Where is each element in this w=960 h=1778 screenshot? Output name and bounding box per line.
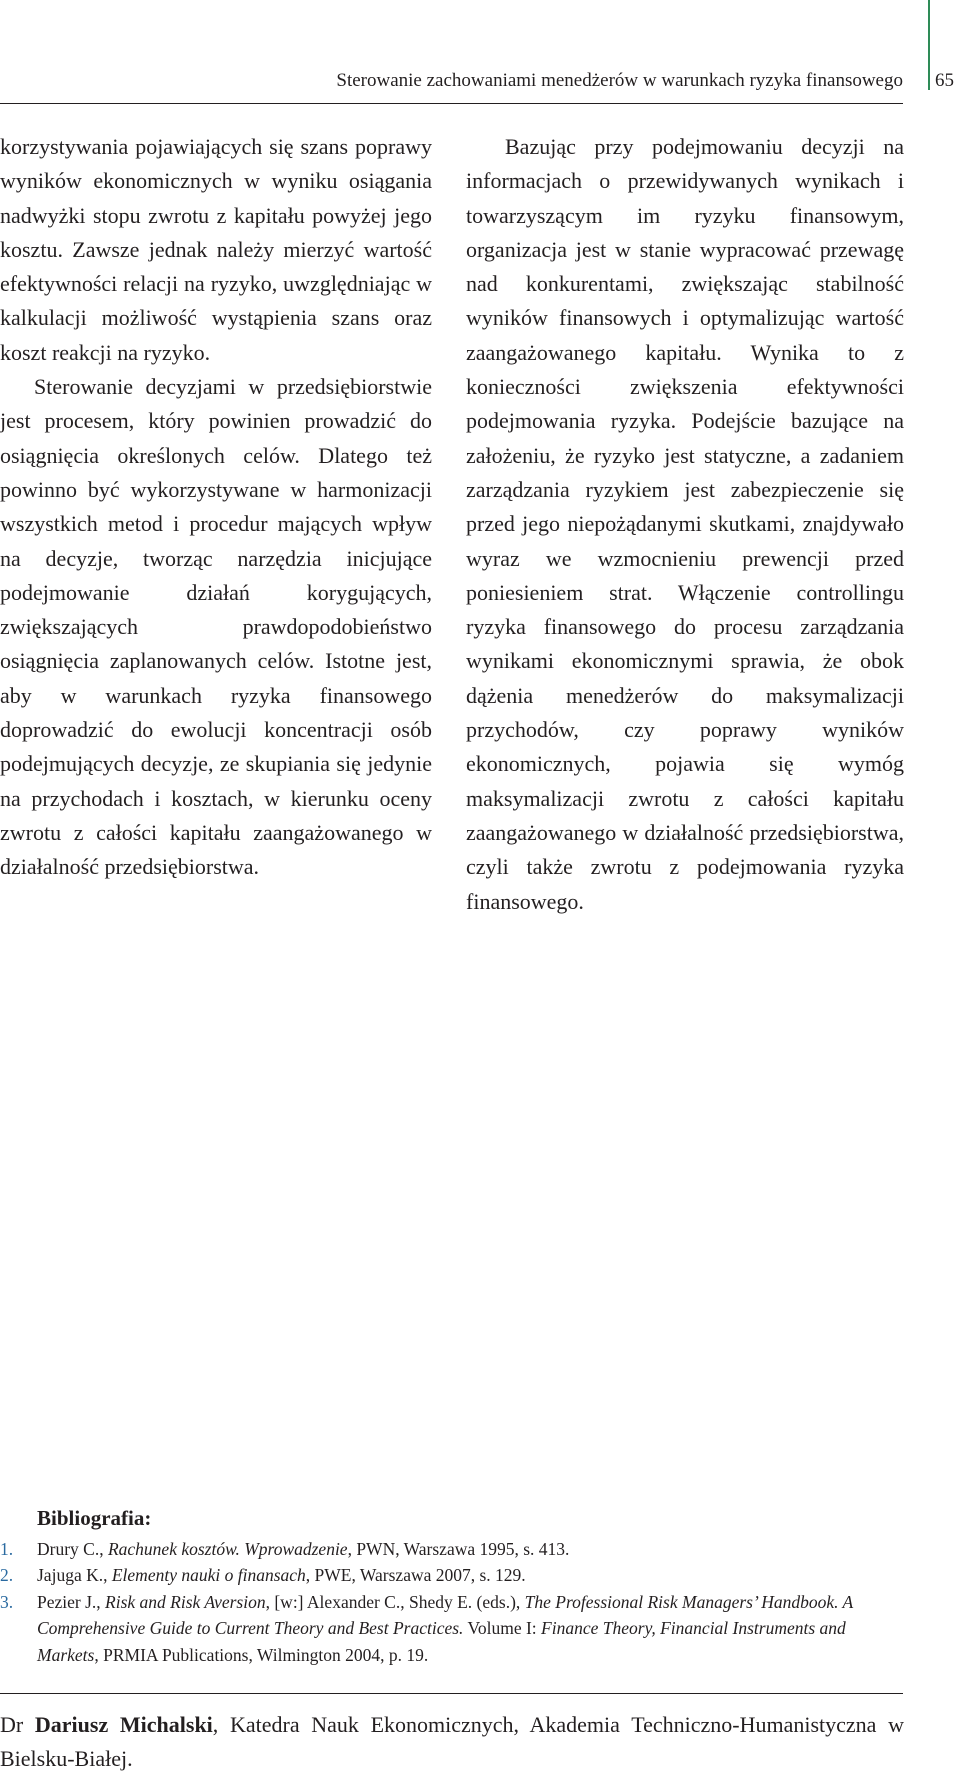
item-number: 3. — [0, 1591, 14, 1612]
right-column — [466, 130, 904, 919]
item-author: Jajuga K., — [37, 1565, 112, 1585]
item-number: 1. — [0, 1538, 14, 1559]
item-title: Risk and Risk Aversion — [105, 1591, 266, 1612]
header-divider — [0, 103, 903, 104]
item-details: , [w:] Alexander C., Shedy E. (eds.), — [265, 1591, 525, 1612]
item-book-title: The Professional Risk Managers’ Handbook. A Comprehensive Guide to Current Theory and Best Practices. — [37, 1591, 853, 1638]
item-title: Elementy nauki o finansach — [111, 1565, 306, 1585]
item-author: Pezier J., — [37, 1591, 106, 1612]
bibliography-heading: Bibliografia: — [37, 1506, 152, 1530]
running-header: Sterowanie zachowaniami menedżerów w warunkach ryzyka finansowego — [336, 70, 903, 91]
left-column — [0, 130, 432, 885]
item-title: Rachunek kosztów. Wprowadzenie — [107, 1538, 348, 1559]
margin-accent-line — [928, 0, 930, 90]
author-note — [0, 1708, 904, 1776]
bibliography-list — [0, 1536, 904, 1669]
author-affiliation: , Katedra Nauk Ekonomicznych, Akademia Techniczno-Humanistyczna w Bielsku-Białej. — [0, 1712, 904, 1771]
item-number: 2. — [0, 1565, 14, 1585]
paragraph: Sterowanie decyzjami w przedsiębiorstwie jest procesem, który powinien prowadzić do osiągnięcia określonych celów. Dlatego też powinno być wykorzystywane w harmonizacji wszystkich metod i procedur mających wpływ na decyzje, tworząc narzędzia inicjujące podejmowanie działań korygujących, zwiększających prawdopodobieństwo osiągnięcia zaplanowanych celów. Istotne jest, aby w warunkach ryzyka finansowego doprowadzić do ewolucji koncentracji osób podejmujących decyzje, ze skupiania się jedynie na przychodach i kosztach, w kierunku oceny zwrotu z całości kapitału zaangażowanego w działalność przedsiębiorstwa. — [0, 374, 432, 880]
item-author: Drury C., — [37, 1538, 108, 1559]
item-details: , PWE, Warszawa 2007, s. 129. — [305, 1565, 526, 1585]
page-number: 65 — [935, 70, 954, 91]
author-name: Dariusz Michalski — [34, 1712, 213, 1737]
bibliography-item — [0, 1589, 904, 1669]
bibliography-item — [0, 1562, 904, 1589]
bibliography-item — [0, 1536, 904, 1563]
paragraph: korzystywania pojawiających się szans poprawy wyników ekonomicznych w wyniku osiągania nadwyżki stopu zwrotu z kapitału powyżej jego kosztu. Zawsze jednak należy mierzyć wartość efektywności relacji na ryzyko, uwzględniając w kalkulacji możliwość wystąpienia szans oraz koszt reakcji na ryzyko. — [0, 134, 432, 365]
item-details: , PWN, Warszawa 1995, s. 413. — [347, 1538, 570, 1559]
item-details: , PRMIA Publications, Wilmington 2004, p. 19. — [94, 1644, 429, 1665]
item-volume-title: Finance Theory, Financial Instruments and Markets — [37, 1618, 846, 1665]
bibliography — [0, 1505, 904, 1668]
item-details: Volume I: — [463, 1618, 542, 1638]
author-title: Dr — [0, 1712, 35, 1737]
footer-divider — [0, 1693, 903, 1694]
paragraph: Bazując przy podejmowaniu decyzji na informacjach o przewidywanych wynikach i towarzyszącym im ryzyku finansowym, organizacja jest w stanie wypracować przewagę nad konkurentami, zwiększając stabilność wyników finansowych i optymalizując wartość zaangażowanego kapitału. Wynika to z konieczności zwiększenia efektywności podejmowania ryzyka. Podejście bazujące na założeniu, że ryzyko jest statyczne, a zadaniem zarządzania ryzykiem jest zabezpieczenie się przed jego niepożądanymi skutkami, znajdywało wyraz we wzmocnieniu prewencji przed poniesieniem strat. Włączenie controllingu ryzyka finansowego do procesu zarządzania wynikami ekonomicznymi sprawia, że obok dążenia menedżerów do maksymalizacji przychodów, czy poprawy wyników ekonomicznych, pojawia się wymóg maksymalizacji zwrotu z całości kapitału zaangażowanego w działalność przedsiębiorstwa, czyli także zwrotu z podejmowania ryzyka finansowego. — [466, 134, 904, 914]
